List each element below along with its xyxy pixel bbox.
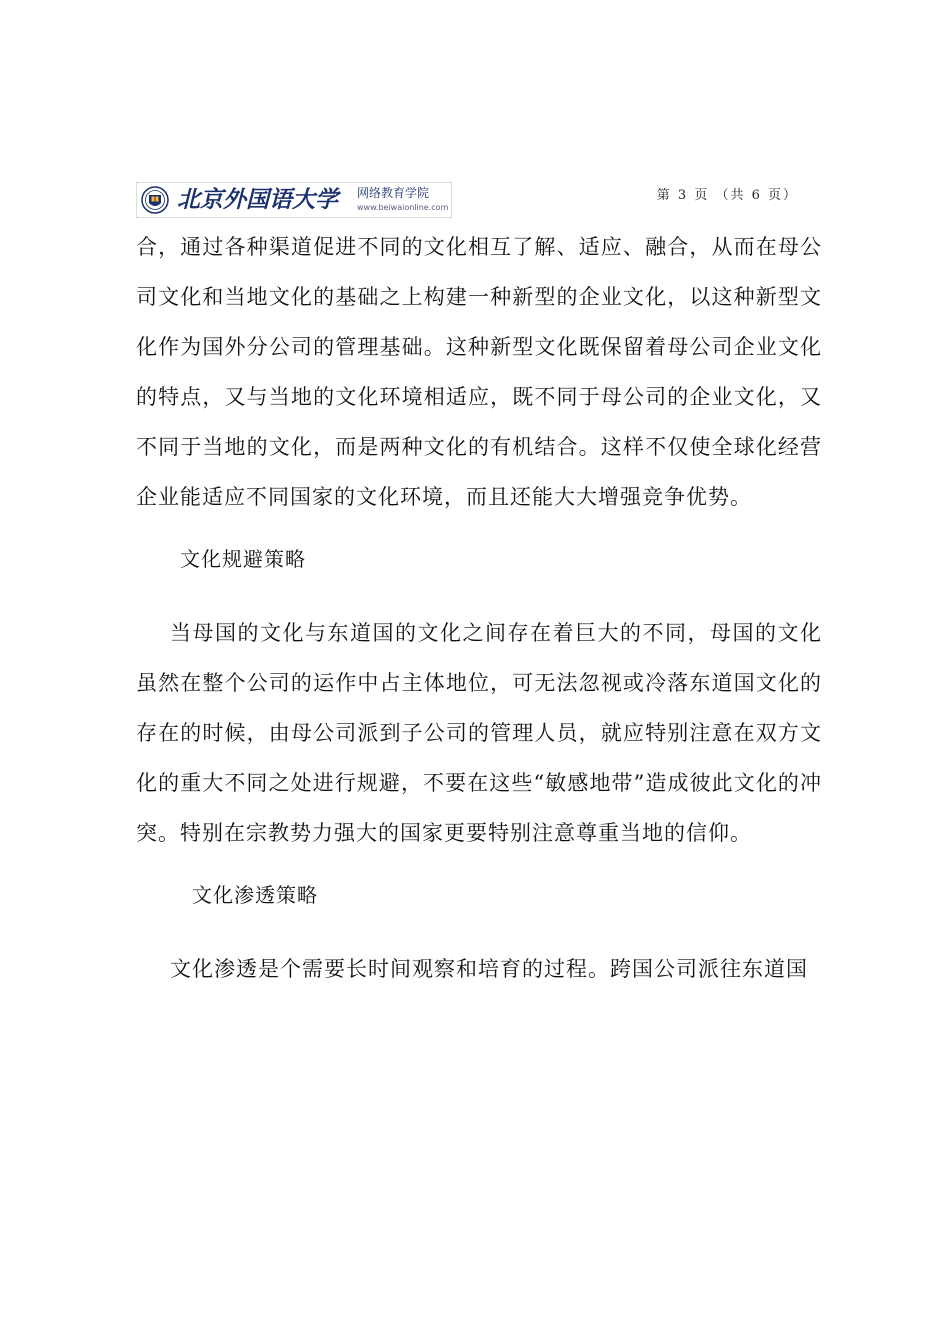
website-url: www.beiwaionline.com xyxy=(357,203,449,212)
document-body xyxy=(136,222,822,994)
university-name: 北京外国语大学 xyxy=(177,186,338,213)
section-heading-avoidance: 文化规避策略 xyxy=(180,547,306,571)
university-logo xyxy=(136,182,452,218)
page-indicator: 第 3 页 （共 6 页） xyxy=(656,188,798,203)
department-name: 网络教育学院 xyxy=(357,186,430,200)
university-seal-icon xyxy=(141,186,169,214)
paragraph-continuation: 合，通过各种渠道促进不同的文化相互了解、适应、融合，从而在母公司文化和当地文化的基础之上构建一种新型的企业文化，以这种新型文化作为国外分公司的管理基础。这种新型文化既保留着母公司企业文化的特点，又与当地的文化环境相适应，既不同于母公司的企业文化，又不同于当地的文化，而是两种文化的有机结合。这样不仅使全球化经营企业能适应不同国家的文化环境，而且还能大大增强竞争优势。 xyxy=(136,235,822,509)
section-heading-penetration: 文化渗透策略 xyxy=(192,883,318,907)
page-header xyxy=(136,178,816,222)
paragraph-avoidance: 当母国的文化与东道国的文化之间存在着巨大的不同，母国的文化虽然在整个公司的运作中占主体地位，可无法忽视或冷落东道国文化的存在的时候，由母公司派到子公司的管理人员，就应特别注意在双方文化的重大不同之处进行规避，不要在这些“敏感地带”造成彼此文化的冲突。特别在宗教势力强大的国家更要特别注意尊重当地的信仰。 xyxy=(136,621,822,845)
paragraph-penetration: 文化渗透是个需要长时间观察和培育的过程。跨国公司派往东道国 xyxy=(170,957,808,981)
